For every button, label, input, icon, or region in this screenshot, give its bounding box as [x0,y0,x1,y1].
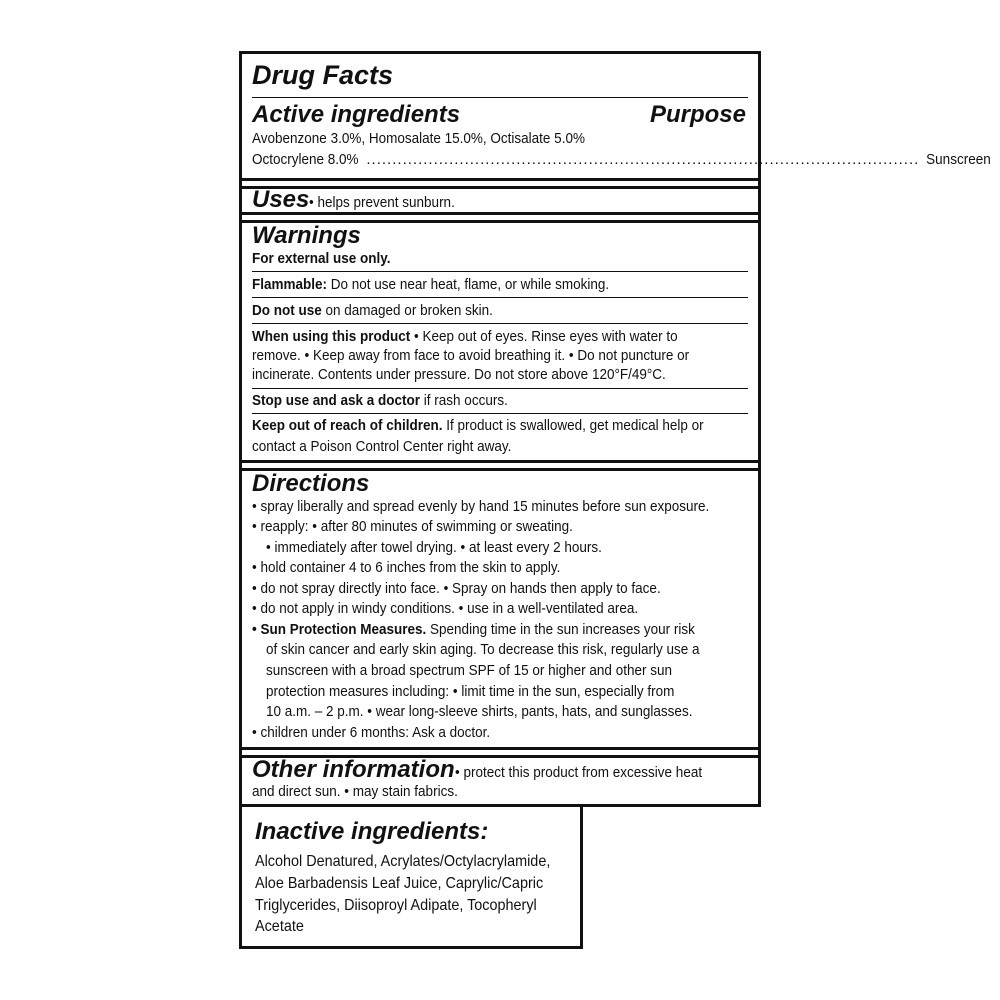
directions-line-1: • spray liberally and spread evenly by hand 15 minutes before sun exposure. [252,498,710,515]
warnings-divider-1 [252,271,748,272]
warnings-keep-out-line-1 [252,416,704,436]
dot-leader: ........................................................................................................... [366,151,920,168]
uses-heading: Uses [252,186,310,213]
warnings-divider-2 [252,297,748,298]
when-using-label: When using this product [252,328,411,345]
active-ingredients-heading: Active ingredients [252,101,461,128]
when-using-text-1: • Keep out of eyes. Rinse eyes with water to [410,328,678,345]
uses-text: • helps prevent sunburn. [309,194,456,211]
inactive-line-3: Triglycerides, Diisoproyl Adipate, Tocopheryl [255,897,537,914]
directions-spm-line-1 [252,620,695,640]
inactive-line-2: Aloe Barbadensis Leaf Juice, Caprylic/Capric [255,875,544,892]
flammable-text: Do not use near heat, flame, or while smoking. [327,276,610,293]
inactive-line-4: Acetate [255,918,304,935]
warnings-heading: Warnings [252,222,361,249]
directions-line-6: • do not apply in windy conditions. • use in a well-ventilated area. [252,600,639,617]
keep-out-text-1: If product is swallowed, get medical help or [442,417,704,434]
spm-text-3: sunscreen with a broad spectrum SPF of 15 or higher and other sun [266,662,672,679]
directions-heading: Directions [252,470,370,497]
other-info-text-1: • protect this product from excessive heat [454,764,702,781]
warnings-divider-5 [252,413,748,414]
drug-facts-panel [239,51,992,807]
warnings-do-not-use [252,301,493,321]
spm-text-5: 10 a.m. – 2 p.m. • wear long-sleeve shirts, pants, hats, and sunglasses. [266,703,693,720]
spm-text-4: protection measures including: • limit time in the sun, especially from [266,683,675,700]
directions-line-3: • immediately after towel drying. • at least every 2 hours. [266,539,602,556]
keep-out-text-2: contact a Poison Control Center right away. [252,438,512,455]
directions-line-2: • reapply: • after 80 minutes of swimming or sweating. [252,518,573,535]
title-divider [252,97,748,98]
spm-label: • Sun Protection Measures. [252,621,427,638]
spm-text-2: of skin cancer and early skin aging. To decrease this risk, regularly use a [266,641,700,658]
when-using-text-2: remove. • Keep away from face to avoid breathing it. • Do not puncture or [252,347,690,364]
active-line-1: Avobenzone 3.0%, Homosalate 15.0%, Octisalate 5.0% [252,130,585,147]
stop-use-label: Stop use and ask a doctor [252,392,421,409]
active-line-2-row [252,150,992,170]
warnings-external: For external use only. [252,250,391,267]
stop-use-text: if rash occurs. [420,392,508,409]
warnings-divider-4 [252,388,748,389]
warnings-divider-3 [252,323,748,324]
uses-row [252,188,471,212]
inactive-ingredients-panel [239,804,583,949]
other-info-text-2: and direct sun. • may stain fabrics. [252,783,458,800]
purpose-heading: Purpose [649,101,746,128]
warnings-stop-use [252,391,508,411]
inactive-line-1: Alcohol Denatured, Acrylates/Octylacrylamide, [255,853,551,870]
directions-line-7: • children under 6 months: Ask a doctor. [252,724,491,741]
do-not-use-text: on damaged or broken skin. [321,302,493,319]
when-using-text-3: incinerate. Contents under pressure. Do not store above 120°F/49°C. [252,366,666,383]
keep-out-label: Keep out of reach of children. [252,417,443,434]
flammable-label: Flammable: [252,276,328,293]
active-dot-leader-row [252,150,992,170]
inactive-ingredients-heading: Inactive ingredients: [255,818,489,845]
warnings-when-using-line-1 [252,327,678,347]
purpose-sunscreen: Sunscreen [926,151,992,168]
do-not-use-label: Do not use [252,302,322,319]
active-line-2: Octocrylene 8.0% [252,151,359,168]
directions-line-5: • do not spray directly into face. • Spray on hands then apply to face. [252,580,661,597]
spm-text-1: Spending time in the sun increases your risk [426,621,695,638]
drug-facts-title: Drug Facts [252,60,394,90]
warnings-flammable [252,275,609,295]
other-info-line-1 [252,758,729,782]
other-info-heading: Other information [252,756,455,783]
directions-line-4: • hold container 4 to 6 inches from the skin to apply. [252,559,561,576]
